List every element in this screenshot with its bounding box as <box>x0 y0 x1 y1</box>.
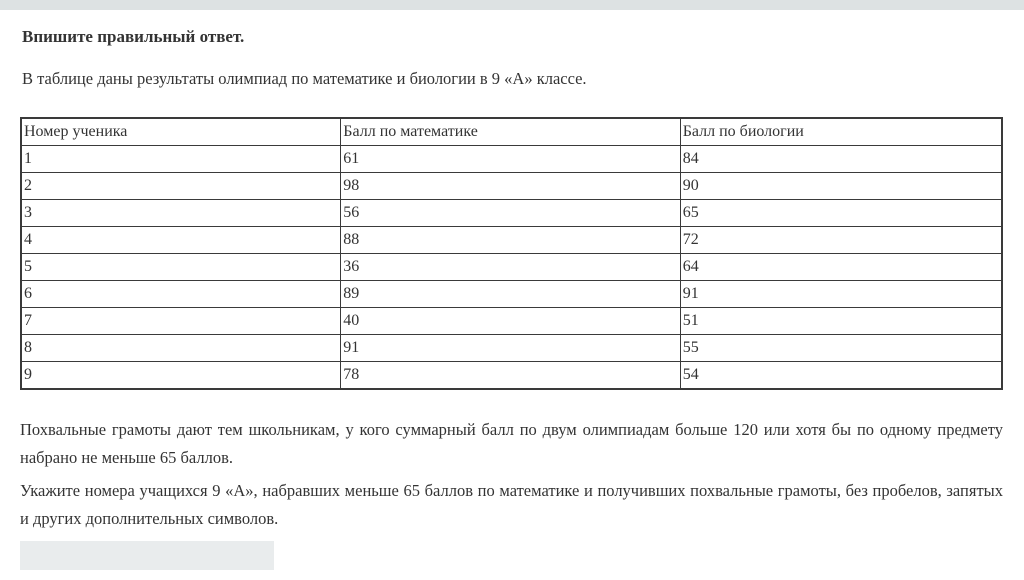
table-row <box>21 227 1002 254</box>
cell-student-number: 4 <box>21 227 341 254</box>
cell-biology-score: 84 <box>680 146 1002 173</box>
cell-student-number: 2 <box>21 173 341 200</box>
header-student-number: Номер ученика <box>21 118 341 146</box>
results-table <box>20 117 1003 390</box>
intro-text: В таблице даны результаты олимпиад по математике и биологии в 9 «А» классе. <box>22 69 587 88</box>
table-row <box>21 200 1002 227</box>
cell-student-number: 7 <box>21 308 341 335</box>
cell-biology-score: 64 <box>680 254 1002 281</box>
cell-student-number: 1 <box>21 146 341 173</box>
top-bar <box>0 0 1024 10</box>
cell-math-score: 98 <box>341 173 680 200</box>
criteria-text: Похвальные грамоты дают тем школьникам, у кого суммарный балл по двум олимпиадам больше 120 или хотя бы по одному предмету набрано не меньше 65 баллов. <box>20 420 1003 467</box>
cell-math-score: 56 <box>341 200 680 227</box>
cell-math-score: 61 <box>341 146 680 173</box>
cell-math-score: 36 <box>341 254 680 281</box>
cell-biology-score: 90 <box>680 173 1002 200</box>
cell-student-number: 5 <box>21 254 341 281</box>
answer-input[interactable] <box>20 541 274 570</box>
question-text: Укажите номера учащихся 9 «А», набравших меньше 65 баллов по математике и получивших похвальные грамоты, без пробелов, запятых и других дополнительных символов. <box>20 481 1003 528</box>
cell-student-number: 3 <box>21 200 341 227</box>
cell-math-score: 91 <box>341 335 680 362</box>
cell-math-score: 40 <box>341 308 680 335</box>
cell-biology-score: 91 <box>680 281 1002 308</box>
cell-biology-score: 65 <box>680 200 1002 227</box>
task-content <box>0 28 1024 570</box>
table-body <box>21 146 1002 390</box>
table-row <box>21 308 1002 335</box>
cell-math-score: 88 <box>341 227 680 254</box>
table-row <box>21 254 1002 281</box>
table-row <box>21 281 1002 308</box>
cell-student-number: 9 <box>21 362 341 390</box>
cell-math-score: 78 <box>341 362 680 390</box>
cell-student-number: 8 <box>21 335 341 362</box>
table-row <box>21 362 1002 390</box>
cell-math-score: 89 <box>341 281 680 308</box>
table-row <box>21 173 1002 200</box>
table-row <box>21 146 1002 173</box>
cell-biology-score: 55 <box>680 335 1002 362</box>
header-biology-score: Балл по биологии <box>680 118 1002 146</box>
page-title: Впишите правильный ответ. <box>22 27 245 46</box>
cell-biology-score: 51 <box>680 308 1002 335</box>
table-row <box>21 335 1002 362</box>
cell-biology-score: 54 <box>680 362 1002 390</box>
cell-student-number: 6 <box>21 281 341 308</box>
table-header-row <box>21 118 1002 146</box>
cell-biology-score: 72 <box>680 227 1002 254</box>
header-math-score: Балл по математике <box>341 118 680 146</box>
